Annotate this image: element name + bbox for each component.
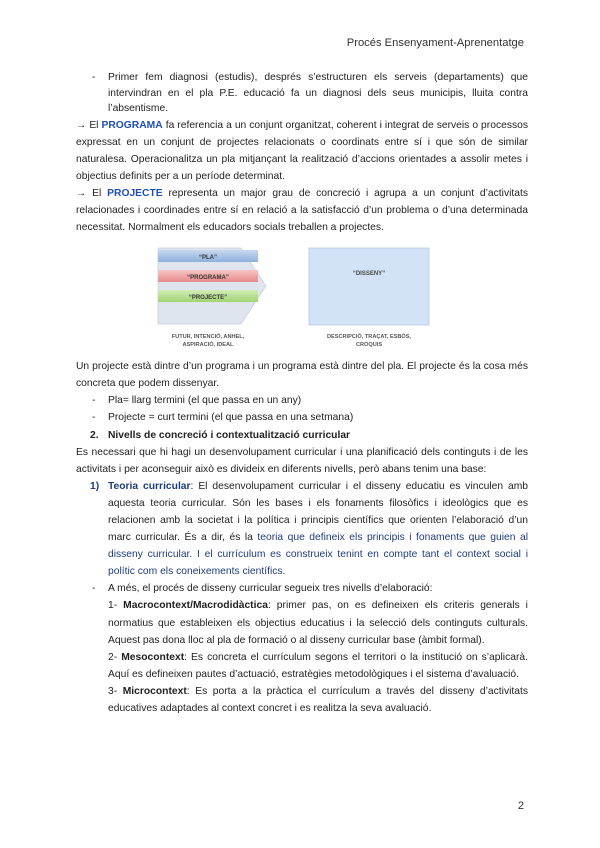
projecte-pre: El: [92, 187, 102, 199]
bullet-text: Primer fem diagnosi (estudis), després s’estructuren els serveis (departaments) que intervindran en el pla P.E. educació fa un diagnosi dels seus municipis, lluita contra l’absentisme.: [108, 72, 528, 114]
box-programa-label: “PROGRAMA”: [187, 275, 229, 282]
level-microcontext: [76, 683, 528, 717]
programa-keyword: PROGRAMA: [101, 119, 163, 131]
item-title: Teoria curricular: [108, 480, 191, 492]
programa-text: fa referencia a un conjunt organitzat, coherent i integrat de serveis o processos expressat en un conjunt de projectes relacionats o coordinats entre sí i que són de similar naturalesa. Operacionalitza un pla mitjançant la realització d’accions orientades a assolir metes i objectius definits per a un període determinat.: [76, 119, 528, 182]
projecte-keyword: PROJECTE: [107, 187, 163, 199]
level-title: Microcontext: [122, 685, 187, 697]
projecte-text: representa un major grau de concreció i agrupa a un conjunt d’activitats relacionades i coordinades entre sí en relació a la satisfacció d’un problema o d’una determinada necessitat. Normalment els educadors socials treballen a projectes.: [76, 187, 528, 234]
page-body: [76, 70, 528, 717]
programa-pre: El: [89, 119, 99, 131]
bullet-dash: -: [92, 72, 96, 83]
paragraph-intro: Es necessari que hi hagi un desenvolupament curricular i una planificació dels continguts i de les activitats i per aconseguir això es divideix en diferents nivells, però abans tenim una base:: [76, 446, 528, 475]
level-label: 3-: [108, 685, 118, 697]
caption-right-line2: CROQUIS: [355, 342, 383, 349]
page-header: Procés Ensenyament-Aprenentatge: [346, 37, 524, 49]
level-label: 2-: [108, 651, 118, 663]
bullet-dash: -: [92, 395, 96, 407]
level-label: 1-: [108, 600, 118, 612]
level-text: : Es concreta el currículum segons el territori o la institució on s’aplicarà. Aquí es defineixen pautes d’actuació, estratègies metodològiques i el sistema d’avaluació.: [108, 651, 528, 680]
paragraph-projecte: [76, 185, 528, 236]
level-mesocontext: [76, 649, 528, 683]
item-body: [108, 478, 528, 581]
plan-diagram: [76, 244, 528, 354]
box-disseny: [309, 248, 429, 325]
caption-left-line2: ASPIRACIÓ, IDEAL: [182, 342, 234, 349]
section-title: Nivells de concreció i contextualització curricular: [108, 429, 351, 441]
page-number: 2: [517, 800, 524, 812]
level-text: : primer pas, on es defineixen els criteris generals i normatius que estableixen els objectius educatius i la selecció dels continguts culturals. Aquest pas dona lloc al pla de formació o al disseny curricular base (àmbit formal).: [108, 600, 528, 646]
paragraph-nesting: Un projecte està dintre d’un programa i un programa està dintre del pla. El projecte és la cosa més concreta que podem dissenyar.: [76, 361, 528, 390]
arrow-glyph: →: [76, 119, 87, 131]
level-macrocontext: [76, 597, 528, 648]
section-number: 2.: [90, 429, 99, 441]
plan-diagram-figure: [76, 244, 528, 354]
bullet-dash: -: [92, 412, 96, 424]
bullet-text: Pla= llarg termini (el que passa en un any): [108, 395, 302, 407]
box-projecte-label: “PROJECTE”: [188, 295, 228, 302]
level-title: Mesocontext: [121, 651, 185, 663]
item-colon: :: [190, 480, 194, 492]
level-title: Macrocontext/Macrodidàctica: [123, 600, 268, 612]
box-disseny-label: “DISSENY”: [352, 271, 386, 278]
bullet-projecte: [76, 409, 528, 426]
bullet-levels: [76, 580, 528, 597]
caption-left-line1: FUTUR, INTENCIÓ, ANHEL,: [171, 334, 245, 341]
bullet-dash: -: [92, 583, 96, 595]
paragraph-programa: [76, 117, 528, 185]
arrow-glyph: →: [76, 187, 87, 199]
bullet-pla: [76, 392, 528, 409]
item-teoria-curricular: [76, 478, 528, 581]
level-text: : Es porta a la pràctica el currículum a través del disseny d’activitats educatives adaptades al context concret i es realitza la seva avaluació.: [108, 685, 528, 715]
item-number: 1): [90, 480, 100, 492]
box-pla-label: “PLA”: [199, 255, 217, 262]
bullet-text: A més, el procés de disseny curricular segueix tres nivells d’elaboració:: [108, 583, 433, 595]
bullet-diagnosi: [76, 70, 528, 117]
caption-right-line1: DESCRIPCIÓ, TRAÇAT, ESBÓS,: [326, 334, 412, 341]
item-text: El desenvolupament curricular i el disseny educatiu es vinculen amb aquesta teoria curricular. Són les bases i els fonaments filosòfics i ideològics que es relacionen amb la societat i la política i principis científics que orienten l’elaboració d’un marc curricular. És a dir, és la: [108, 480, 528, 544]
section-2-heading: [76, 427, 528, 444]
item-highlight: teoria que defineix els principis i fonaments que guien al disseny curricular. I el currículum es construeix tenint en compte tant el context social i polític com els coneixements científics.: [108, 532, 528, 578]
bullet-text: Projecte = curt termini (el que passa en una setmana): [108, 412, 354, 424]
